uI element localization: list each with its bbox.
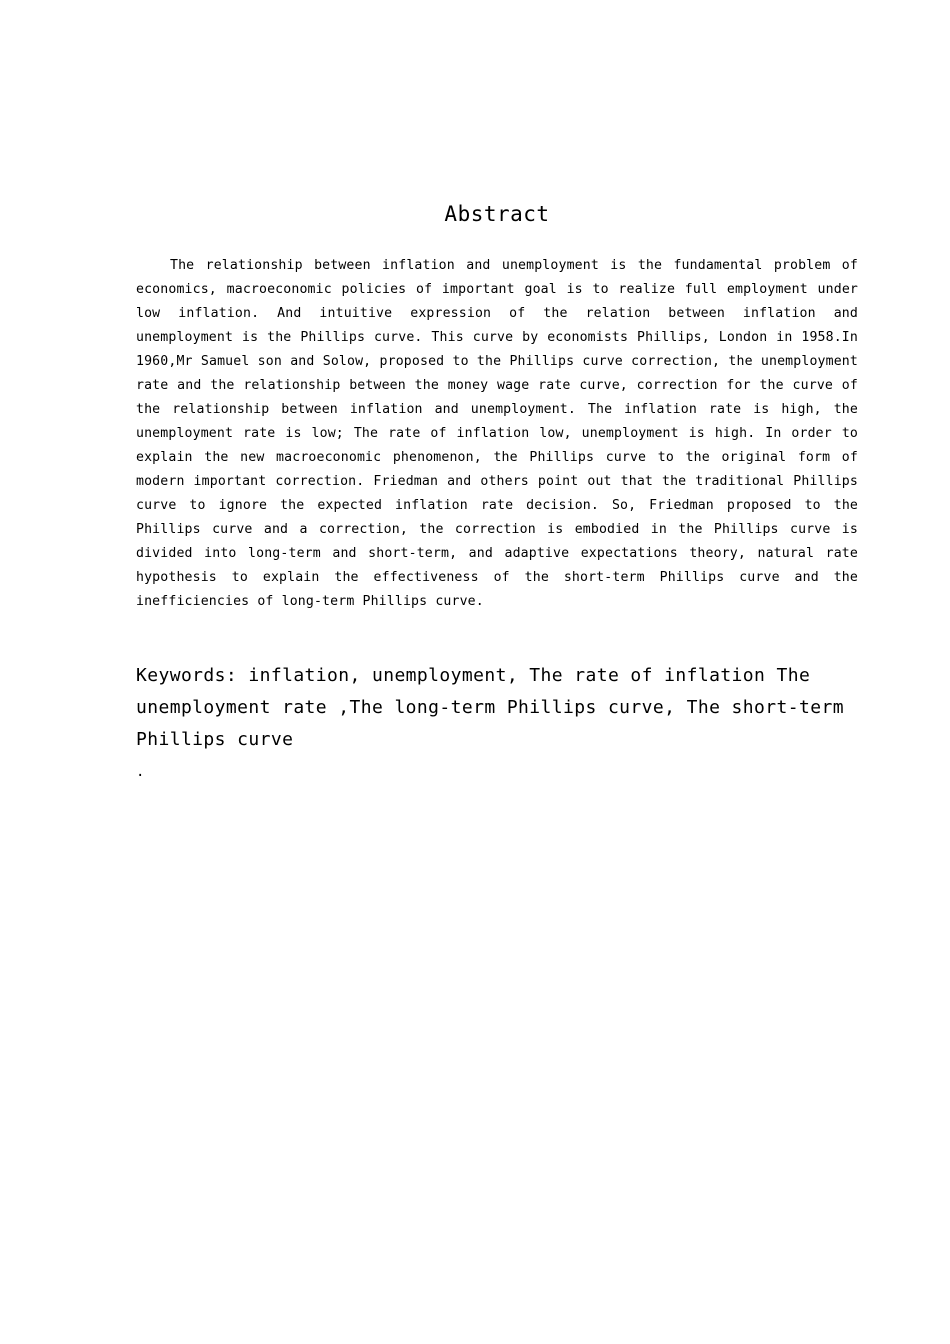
abstract-paragraph: The relationship between inflation and unemployment is the fundamental problem of economics, macroeconomic policies of important goal is to realize full employment under low inflation. And intuitive expression of the relation between inflation and unemployment is the Phillips curve. This curve by economists Phillips, London in 1958.In 1960,Mr Samuel son and Solow, proposed to the Phillips curve correction, the unemployment rate and the relationship between the money wage rate curve, correction for the curve of the relationship between inflation and unemployment. The inflation rate is high, the unemployment rate is low; The rate of inflation low, unemployment is high. In order to explain the new macroeconomic phenomenon, the Phillips curve to the original form of modern important correction. Friedman and others point out that the traditional Phillips curve to ignore the expected inflation rate decision. So, Friedman proposed to the Phillips curve and a correction, the correction is embodied in the Phillips curve is divided into long-term and short-term, and adaptive expectations theory, natural rate hypothesis to explain the effectiveness of the short-term Phillips curve and the inefficiencies of long-term Phillips curve.	[136, 258, 858, 609]
abstract-title: Abstract	[444, 202, 550, 226]
keywords-line: Keywords: inflation, unemployment, The rate of inflation The unemployment rate ,The long-term Phillips curve, The short-term Phillips curve	[136, 665, 844, 750]
trailing-period: .	[136, 764, 145, 780]
